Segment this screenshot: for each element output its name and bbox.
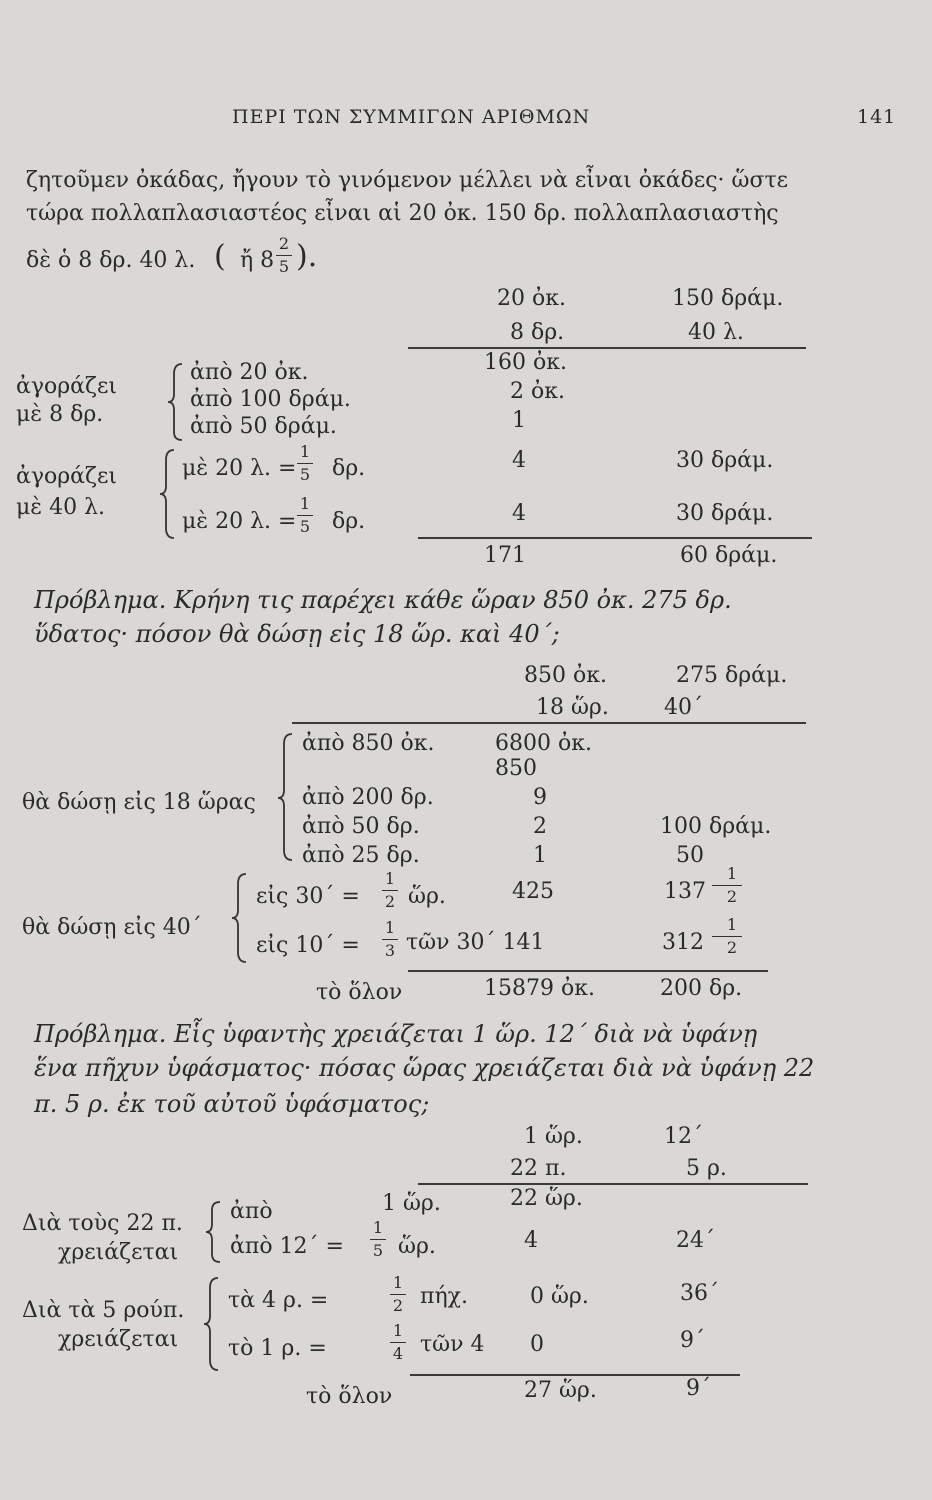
- ex1-unit5: δρ.: [332, 509, 366, 534]
- p2-m2b: 5 ρ.: [686, 1156, 727, 1181]
- p1-f30-num: 1: [384, 869, 396, 888]
- p1-label1: θὰ δώσῃ εἰς 18 ὥρας: [22, 790, 256, 815]
- ex1-label2b: μὲ 40 λ.: [16, 495, 106, 520]
- ex1-val5a: 4: [512, 501, 526, 526]
- p1-f30-den: 2: [384, 892, 396, 911]
- p2-f3-den: 2: [392, 1296, 404, 1315]
- ex1-row1: ἀπὸ 20 ὀκ.: [190, 360, 309, 385]
- ex1-frac1-den: 5: [299, 465, 311, 484]
- p1-m1a: 850 ὀκ.: [524, 663, 607, 688]
- p2-rule-1: [418, 1183, 808, 1185]
- p1-rule-1: [292, 722, 806, 724]
- ex1-row3: ἀπὸ 50 δράμ.: [190, 414, 337, 439]
- p1-line-1: Πρόβλημα. Κρήνη τις παρέχει κάθε ὥραν 850 ὀκ. 275 δρ.: [34, 586, 732, 614]
- p1-v9: 9: [533, 785, 547, 810]
- ex1-row4: μὲ 20 λ. =: [182, 456, 297, 481]
- p2-r3u: πήχ.: [420, 1284, 468, 1309]
- ex1-rule-2: [418, 537, 812, 539]
- ex1-row2: ἀπὸ 100 δράμ.: [190, 387, 351, 412]
- p2-label2: Διὰ τὰ 5 ρούπ.: [22, 1298, 185, 1323]
- p2-m1b: 12΄: [664, 1124, 703, 1149]
- p2-r1a: ἀπὸ: [230, 1199, 273, 1224]
- ex1-val4a: 4: [512, 448, 526, 473]
- p2-f3-bar: [390, 1294, 406, 1295]
- p2-f4-den: 4: [392, 1344, 404, 1363]
- p1-line-2: ὕδατος· πόσον θὰ δώσῃ εἰς 18 ὥρ. καὶ 40΄;: [34, 620, 560, 648]
- ex1-brace-1: [166, 362, 186, 442]
- p2-r3a: τὰ 4 ρ. =: [228, 1288, 329, 1313]
- page-number: 141: [857, 106, 897, 128]
- ex1-val2: 2 ὀκ.: [510, 379, 565, 404]
- p2-m1a: 1 ὥρ.: [524, 1124, 583, 1149]
- p2-line-2: ἕνα πῆχυν ὑφάσματος· πόσας ὥρας χρειάζεται διὰ νὰ ὑφάνῃ 22: [34, 1054, 815, 1082]
- p2-r4a: τὸ 1 ρ. =: [228, 1336, 327, 1361]
- p1-brace-2: [230, 872, 250, 964]
- p1-f10-den: 3: [384, 941, 396, 960]
- ex1-val3: 1: [512, 408, 526, 433]
- intro-alt: ἤ 8: [240, 248, 275, 273]
- ex1-val5b: 30 δράμ.: [676, 501, 774, 526]
- p2-r1b: 1 ὥρ.: [382, 1191, 441, 1216]
- p1-brace-1: [276, 732, 296, 862]
- p2-r2u: ὥρ.: [398, 1234, 436, 1259]
- ex1-row5: μὲ 20 λ. =: [182, 509, 297, 534]
- ex1-rule-1: [408, 347, 806, 349]
- p2-r3w: 36΄: [680, 1281, 719, 1306]
- p1-vb50: 50: [676, 843, 704, 868]
- p2-f4-bar: [390, 1342, 406, 1343]
- p2-total-b: 9΄: [686, 1376, 711, 1401]
- p1-label2: θὰ δώσῃ εἰς 40΄: [22, 915, 202, 940]
- p1-vb100: 100 δράμ.: [660, 814, 772, 839]
- intro-line-3: δὲ ὁ 8 δρ. 40 λ.: [26, 248, 196, 273]
- ex1-total-b: 60 δράμ.: [680, 543, 778, 568]
- p1-r30u: ὥρ.: [408, 884, 446, 909]
- p2-label1b: χρειάζεται: [58, 1240, 179, 1265]
- p2-r2a: ἀπὸ 12΄ =: [230, 1234, 344, 1259]
- ex1-m2a: 8 δρ.: [510, 320, 565, 345]
- ex1-brace-2: [158, 448, 178, 540]
- ex1-frac1-num: 1: [299, 442, 311, 461]
- p1-f10-bar: [382, 939, 398, 940]
- p2-r1v: 22 ὥρ.: [510, 1186, 583, 1211]
- p2-r3v: 0 ὥρ.: [530, 1284, 589, 1309]
- p1-m2b: 40΄: [664, 695, 703, 720]
- p1-r10: εἰς 10΄ =: [256, 933, 360, 958]
- p1-r10u: τῶν 30΄ 141: [406, 930, 545, 955]
- p2-line-1: Πρόβλημα. Εἷς ὑφαντὴς χρειάζεται 1 ὥρ. 12΄ διὰ νὰ ὑφάνῃ: [34, 1020, 758, 1048]
- p2-brace-2: [202, 1276, 222, 1372]
- p1-v312: 312: [662, 930, 704, 955]
- p1-v850: 850: [495, 756, 537, 781]
- p2-f4-num: 1: [392, 1321, 404, 1340]
- intro-line-2: τώρα πολλαπλασιαστέος εἶναι αἱ 20 ὀκ. 150 δρ. πολλαπλασιαστὴς: [26, 201, 779, 226]
- ex1-frac1-bar: [297, 463, 313, 464]
- p1-rule-2: [408, 970, 768, 972]
- ex1-label2: ἀγοράζει: [16, 464, 117, 489]
- p1-r30: εἰς 30΄ =: [256, 884, 360, 909]
- ex1-unit4: δρ.: [332, 456, 366, 481]
- ex1-val4b: 30 δράμ.: [676, 448, 774, 473]
- p2-brace-1: [204, 1200, 224, 1264]
- ex1-m1a: 20 ὀκ.: [497, 286, 566, 311]
- p1-f312-den: 2: [726, 938, 738, 957]
- p1-v6800: 6800 ὀκ.: [495, 731, 592, 756]
- frac-num: 2: [278, 234, 290, 253]
- p2-line-3: π. 5 ρ. ἐκ τοῦ αὐτοῦ ὑφάσματος;: [34, 1090, 430, 1118]
- paren-close: ).: [296, 239, 318, 274]
- ex1-m1b: 150 δράμ.: [672, 286, 784, 311]
- p1-row1: ἀπὸ 850 ὀκ.: [302, 731, 435, 756]
- p2-r2v: 4: [524, 1228, 538, 1253]
- p1-f137-num: 1: [726, 864, 738, 883]
- p1-row3: ἀπὸ 50 δρ.: [302, 814, 420, 839]
- p1-v137: 137: [664, 879, 706, 904]
- p1-v2: 2: [533, 814, 547, 839]
- running-title: ΠΕΡΙ ΤΩΝ ΣΥΜΜΙΓΩΝ ΑΡΙΘΜΩΝ: [232, 106, 591, 128]
- p1-f312-bar: [712, 936, 742, 937]
- p2-r4u: τῶν 4: [420, 1332, 485, 1357]
- p2-r4v: 0: [530, 1332, 544, 1357]
- ex1-frac2-num: 1: [299, 494, 311, 513]
- p2-m2a: 22 π.: [510, 1156, 567, 1181]
- p2-r4w: 9΄: [680, 1328, 705, 1353]
- p1-total-a: 15879 ὀκ.: [484, 976, 595, 1001]
- p1-v1: 1: [533, 843, 547, 868]
- p2-f3-num: 1: [392, 1273, 404, 1292]
- ex1-label1: ἀγοράζει: [16, 374, 117, 399]
- p1-f30-bar: [382, 890, 398, 891]
- p2-f2-den: 5: [372, 1241, 384, 1260]
- ex1-frac2-den: 5: [299, 517, 311, 536]
- p1-f137-den: 2: [726, 887, 738, 906]
- p1-total-b: 200 δρ.: [660, 976, 743, 1001]
- p1-f137-bar: [712, 885, 742, 886]
- ex1-label1b: μὲ 8 δρ.: [16, 402, 104, 427]
- p2-f2-bar: [370, 1239, 386, 1240]
- frac-den: 5: [278, 257, 290, 276]
- frac-bar: [276, 255, 292, 256]
- p1-v425: 425: [512, 879, 554, 904]
- ex1-val1: 160 ὀκ.: [484, 350, 567, 375]
- p2-label2b: χρειάζεται: [58, 1327, 179, 1352]
- p2-total-label: τὸ ὅλον: [306, 1384, 393, 1409]
- p1-row2: ἀπὸ 200 δρ.: [302, 785, 434, 810]
- p1-row4: ἀπὸ 25 δρ.: [302, 843, 420, 868]
- ex1-total-a: 171: [484, 543, 526, 568]
- p1-m2a: 18 ὥρ.: [536, 695, 609, 720]
- p2-total-a: 27 ὥρ.: [524, 1378, 597, 1403]
- p2-r2w: 24΄: [676, 1228, 715, 1253]
- p2-f2-num: 1: [372, 1218, 384, 1237]
- ex1-frac2-bar: [297, 515, 313, 516]
- paren-open: (: [214, 239, 226, 274]
- ex1-m2b: 40 λ.: [688, 320, 744, 345]
- intro-line-1: ζητοῦμεν ὀκάδας, ἤγουν τὸ γινόμενον μέλλει νὰ εἶναι ὀκάδες· ὥστε: [26, 168, 789, 193]
- p1-f10-num: 1: [384, 918, 396, 937]
- p1-total-label: τὸ ὅλον: [316, 980, 403, 1005]
- p1-m1b: 275 δράμ.: [676, 663, 788, 688]
- p1-f312-num: 1: [726, 915, 738, 934]
- p2-label1: Διὰ τοὺς 22 π.: [22, 1211, 183, 1236]
